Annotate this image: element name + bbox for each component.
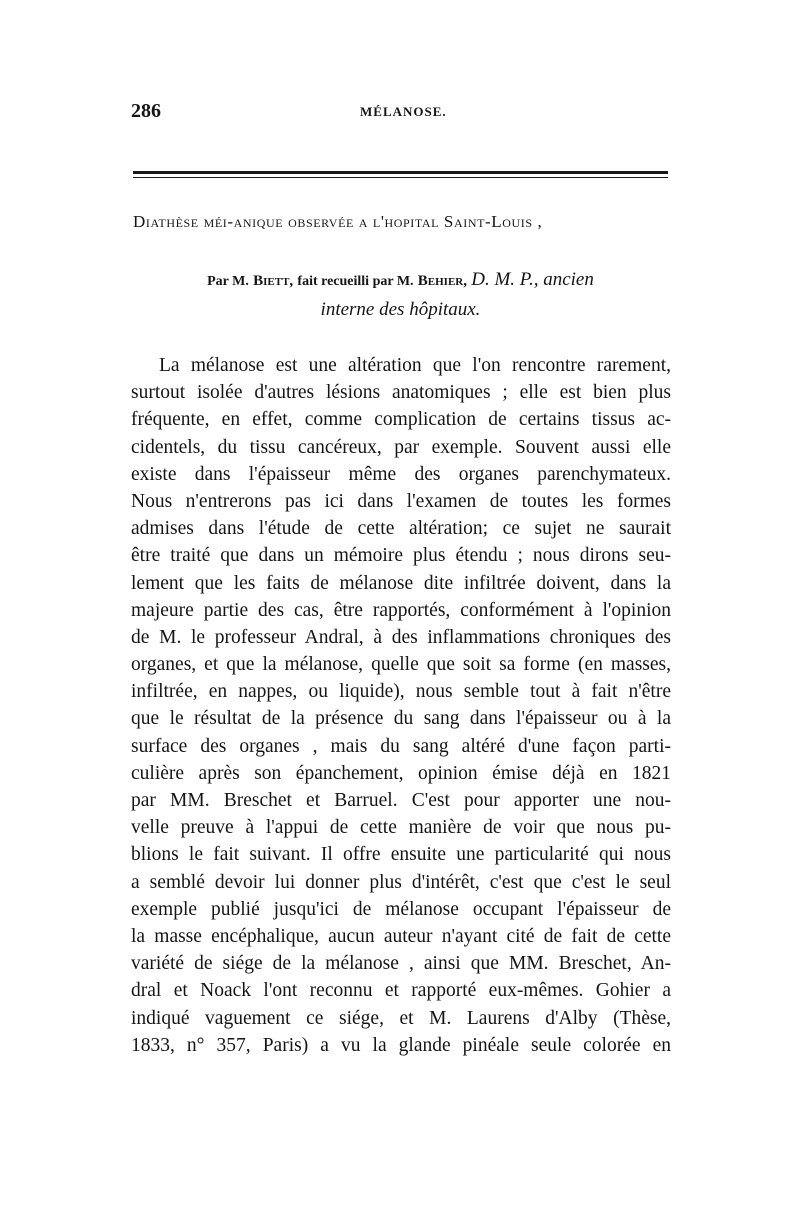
body-paragraph xyxy=(131,352,671,1059)
text-line: admises dans l'étude de cette altération; ce sujet ne saurait xyxy=(131,518,671,540)
text-line: fréquente, en effet, comme complication de certains tissus ac- xyxy=(131,409,671,431)
text-line: majeure partie des cas, être rapportés, conformément à l'opinion xyxy=(131,599,671,621)
byline-author: Biett, xyxy=(253,273,294,289)
text-line: que le résultat de la présence du sang dans l'épaisseur ou à la xyxy=(131,708,671,730)
text-line: être traité que dans un mémoire plus étendu ; nous dirons seu- xyxy=(131,545,671,567)
text-line: culière après son épanchement, opinion émise déjà en 1821 xyxy=(131,762,671,784)
header-rule-thick xyxy=(133,171,668,174)
text-line: lement que les faits de mélanose dite infiltrée doivent, dans la xyxy=(131,572,671,594)
text-line: surface des organes , mais du sang altéré d'une façon parti- xyxy=(131,735,671,757)
byline-credentials: D. M. P., ancien xyxy=(471,269,594,290)
text-line: indiqué vaguement ce siége, et M. Laurens d'Alby (Thèse, xyxy=(131,1007,671,1029)
byline-collector: Behier, xyxy=(417,273,467,289)
header-rule-thin xyxy=(133,177,668,178)
byline-par: Par M. xyxy=(207,274,249,289)
text-line: La mélanose est une altération que l'on rencontre rarement, xyxy=(159,355,671,376)
running-head: MÉLANOSE. xyxy=(360,104,447,119)
text-line: variété de siége de la mélanose , ainsi que MM. Breschet, An- xyxy=(131,953,671,975)
text-line: dral et Noack l'ont reconnu et rapporté eux-mêmes. Gohier a xyxy=(131,980,671,1002)
text-line: par MM. Breschet et Barruel. C'est pour apporter une nou- xyxy=(131,790,671,811)
text-line: exemple publié jusqu'ici de mélanose occupant l'épaisseur de xyxy=(131,898,671,920)
text-line: cidentels, du tissu cancéreux, par exemple. Souvent aussi elle xyxy=(131,436,671,458)
text-line: surtout isolée d'autres lésions anatomiques ; elle est bien plus xyxy=(131,382,671,404)
text-line: 1833, n° 357, Paris) a vu la glande pinéale seule colorée en xyxy=(131,1034,671,1056)
byline-line-2: interne des hôpitaux. xyxy=(320,299,481,320)
text-line: Nous n'entrerons pas ici dans l'examen de toutes les formes xyxy=(131,490,671,512)
text-line: de M. le professeur Andral, à des inflammations chroniques des xyxy=(131,626,671,648)
text-line: infiltrée, en nappes, ou liquide), nous semble tout à fait n'être xyxy=(131,681,671,703)
text-line: la masse encéphalique, aucun auteur n'ayant cité de fait de cette xyxy=(131,925,671,947)
text-line: existe dans l'épaisseur même des organes parenchymateux. xyxy=(131,463,671,485)
text-line: organes, et que la mélanose, quelle que soit sa forme (en masses, xyxy=(131,654,671,676)
text-line: velle preuve à l'appui de cette manière de voir que nous pu- xyxy=(131,817,671,839)
byline-collected: fait recueilli par M. xyxy=(297,274,414,289)
text-line: blions le fait suivant. Il offre ensuite une particularité qui nous xyxy=(131,844,671,866)
page-number: 286 xyxy=(131,100,161,122)
article-title: Diathèse méi-anique observée a l'hopital Saint-Louis , xyxy=(133,212,543,231)
text-line: a semblé devoir lui donner plus d'intérêt, c'est que c'est le seul xyxy=(131,871,671,893)
byline-line-1 xyxy=(133,266,668,296)
byline xyxy=(133,266,668,324)
